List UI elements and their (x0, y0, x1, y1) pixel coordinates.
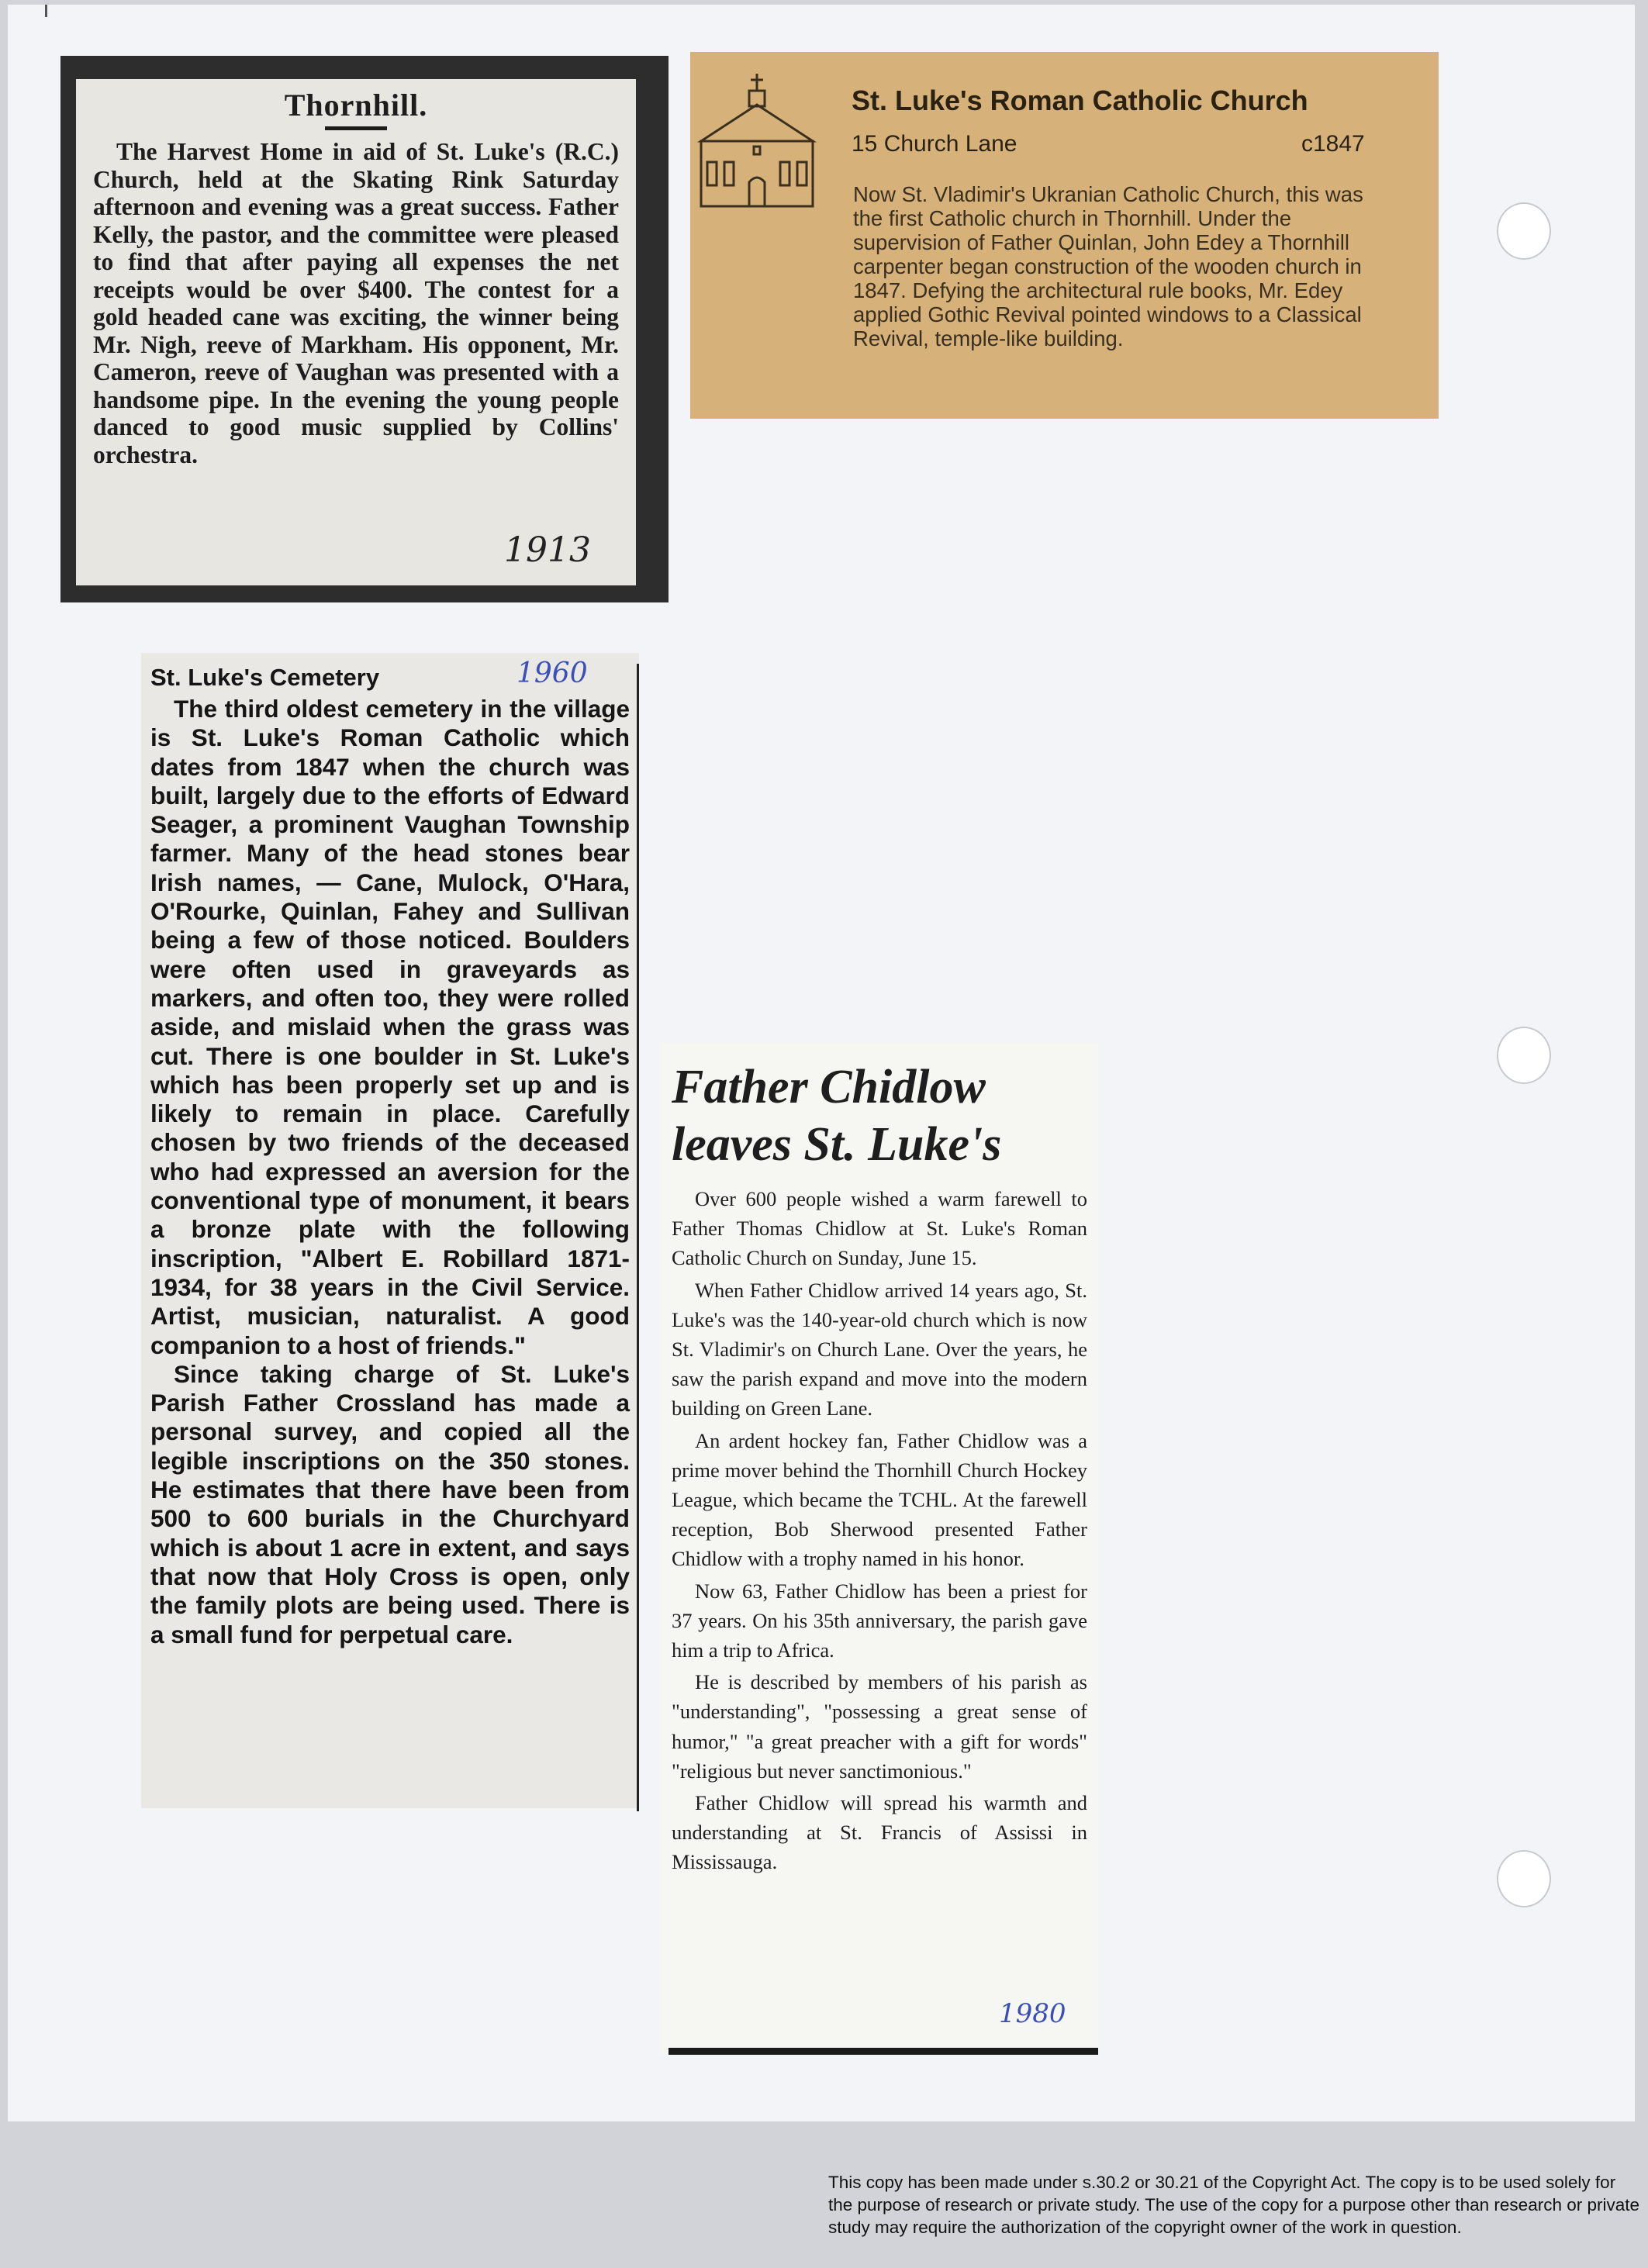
scan-mark (45, 5, 47, 17)
cemetery-clipping (141, 653, 639, 1808)
headline-line: leaves St. Luke's (672, 1118, 1002, 1171)
clipping-paragraph: An ardent hockey fan, Father Chidlow was a prime mover behind the Thornhill Church Hockey League, which became the TCHL. At the farewell reception, Bob Sherwood presented Father Chidlow with a trophy named in his honor. (672, 1428, 1087, 1571)
binder-hole (1497, 1850, 1551, 1907)
clipping-paragraph: The third oldest cemetery in the village is St. Luke's Roman Catholic which dates from 1847 when the church was built, largely due to the efforts of Edward Seager, a prominent Vaughan Township farmer. Many of the head stones bear Irish names, — Cane, Mulock, O'Hara, O'Rourke, Quinlan, Fahey and Sullivan being a few of those noticed. Boulders were often used in graveyards as markers, and often too, they were rolled aside, and mislaid when the grass was cut. There is one boulder in St. Luke's which has been properly set up and is likely to remain in place. Carefully chosen by two friends of the deceased who had expressed an aversion for the conventional type of monument, it bears a bronze plate with the following inscription, "Albert E. Robillard 1871-1934, for 38 years in the Civil Service. Artist, musician, naturalist. A good companion to a host of friends." (150, 695, 630, 1359)
title-rule (325, 126, 387, 130)
clipping-title: St. Luke's Cemetery (150, 664, 380, 691)
card-address: 15 Church Lane (852, 131, 1017, 157)
binder-hole (1497, 202, 1551, 260)
binder-hole (1497, 1027, 1551, 1084)
thornhill-clipping (60, 56, 669, 602)
clipping-paragraph: Father Chidlow will spread his warmth and understanding at St. Francis of Assissi in Mississauga. (672, 1791, 1087, 1874)
heritage-card (690, 52, 1439, 419)
clipping-title: Thornhill. (284, 88, 428, 123)
clipping-bottom-rule (669, 2048, 1098, 2055)
column-rule (637, 664, 639, 1811)
handwritten-year: 1913 (504, 530, 591, 570)
card-title: St. Luke's Roman Catholic Church (852, 85, 1308, 116)
clipping-paragraph: Since taking charge of St. Luke's Parish Father Crossland has made a personal survey, and copied all the legible inscriptions on the 350 stones. He estimates that there have been from 500 to 600 burials in the Churchyard which is about 1 acre in extent, and says that now that Holy Cross is open, only the family plots are being used. There is a small fund for perpetual care. (150, 1359, 630, 1648)
clipping-paragraph: When Father Chidlow arrived 14 years ago, St. Luke's was the 140-year-old church which is now St. Vladimir's on Church Lane. Over the years, he saw the parish expand and move into the modern building on Green Lane. (672, 1278, 1087, 1421)
clipping-paragraph: Now 63, Father Chidlow has been a priest for 37 years. On his 35th anniversary, the parish gave him a trip to Africa. (672, 1579, 1087, 1662)
handwritten-year: 1960 (517, 658, 588, 689)
clipping-headline (672, 1058, 1087, 1173)
handwritten-year: 1980 (999, 1998, 1066, 2029)
clipping-paragraph: He is described by members of his parish as "understanding", "possessing a great sense of humor," "a great preacher with a gift for words" "religious but never sanctimonious." (672, 1670, 1087, 1783)
copyright-notice: This copy has been made under s.30.2 or 30.21 of the Copyright Act. The copy is to be used solely for the purpose of research or private study. The use of the copy for a purpose other than research or private study may require the authorization of the copyright owner of the work in question. (828, 2173, 1640, 2237)
chidlow-clipping (661, 1043, 1098, 2055)
card-body: Now St. Vladimir's Ukranian Catholic Church, this was the first Catholic church in Thornhill. Under the supervision of Father Quinlan, John Edey a Thornhill carpenter began construction of the wooden church in 1847. Defying the architectural rule books, Mr. Edey applied Gothic Revival pointed windows to a Classical Revival, temple-like building. (853, 182, 1363, 350)
headline-line: Father Chidlow (672, 1061, 986, 1113)
clipping-body: The Harvest Home in aid of St. Luke's (R.C.) Church, held at the Skating Rink Saturday afternoon and evening was a great success. Father Kelly, the pastor, and the committee were pleased to find that after paying all expenses the net receipts would be over $400. The contest for a gold headed cane was exciting, the winner being Mr. Nigh, reeve of Markham. His opponent, Mr. Cameron, reeve of Vaughan was presented with a handsome pipe. In the evening the young people danced to good music supplied by Collins' orchestra. (93, 138, 619, 468)
clipping-paragraph: Over 600 people wished a warm farewell to Father Thomas Chidlow at St. Luke's Roman Catholic Church on Sunday, June 15. (672, 1187, 1087, 1270)
card-date: c1847 (1301, 131, 1365, 157)
church-drawing-icon (690, 60, 845, 261)
